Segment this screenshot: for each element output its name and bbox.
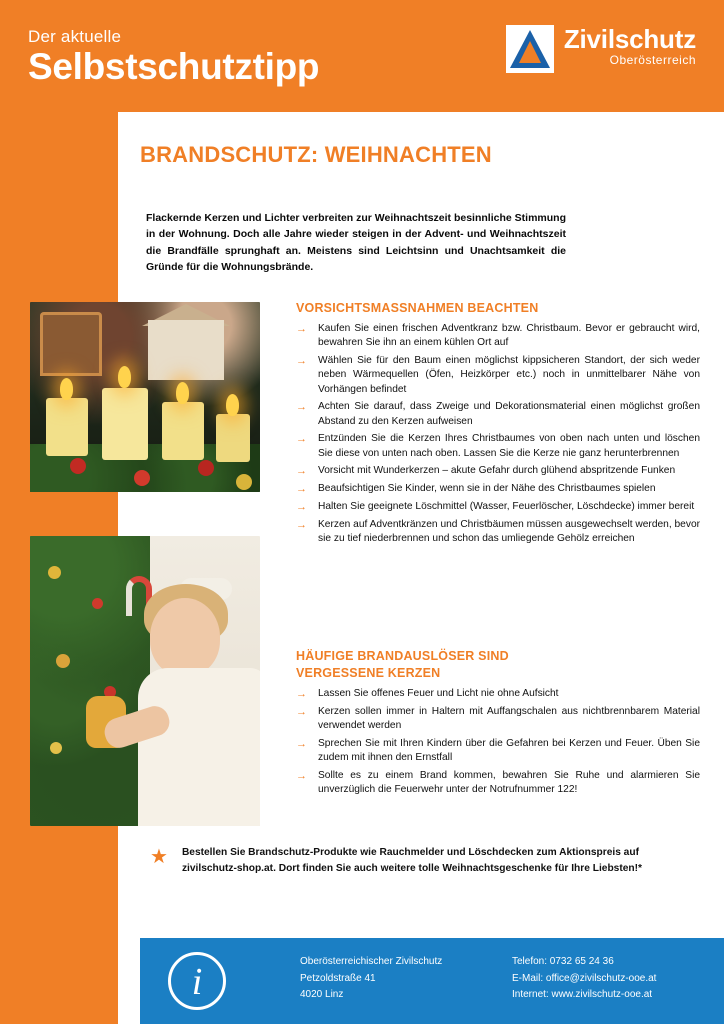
arrow-right-icon: → xyxy=(296,354,307,367)
flame-icon xyxy=(176,382,189,404)
ornament-shape xyxy=(198,460,214,476)
section-haeufige-brandausloeser xyxy=(296,648,700,801)
ornament-shape xyxy=(56,654,70,668)
arrow-right-icon: → xyxy=(296,705,307,718)
list-item-text: Achten Sie darauf, dass Zweige und Dekorationsmaterial einen möglichst großen Abstand zu den Kerzen aufweisen xyxy=(318,401,700,427)
logo-triangle-orange-icon xyxy=(519,41,541,63)
ornament-shape xyxy=(70,458,86,474)
list-item-text: Kerzen auf Adventkränzen und Christbäumen müssen ausgewechselt werden, bevor sie zu tief niederbrennen und schon das umliegende Gehölz erreichen xyxy=(318,518,700,545)
footer-city: 4020 Linz xyxy=(300,989,344,1000)
arrow-right-icon: → xyxy=(296,737,307,750)
arrow-right-icon: → xyxy=(296,769,307,782)
section-heading-line-2: VERGESSENE KERZEN xyxy=(296,665,441,680)
list-item xyxy=(296,464,700,479)
promo-banner xyxy=(150,845,698,877)
list-item xyxy=(296,432,700,461)
document-title: BRANDSCHUTZ: WEIHNACHTEN xyxy=(140,142,492,167)
flame-icon xyxy=(118,366,131,388)
arrow-right-icon: → xyxy=(296,322,307,335)
photo-advent-candles xyxy=(30,302,260,492)
child-face-shape xyxy=(150,598,220,676)
ornament-shape xyxy=(236,474,252,490)
list-item-text: Kaufen Sie einen frischen Adventkranz bzw. Christbaum. Bevor er gebraucht wird, bewahren Sie ihn an einem kühlen Ort auf xyxy=(318,322,700,349)
list-item xyxy=(296,500,700,515)
logo-name: Zivilschutz xyxy=(563,24,696,54)
list-item xyxy=(296,482,700,497)
arrow-right-icon: → xyxy=(296,465,307,478)
flame-icon xyxy=(226,394,239,416)
photo-child-christmas-tree xyxy=(30,536,260,826)
list-item-text: Wählen Sie für den Baum einen möglichst kippsicheren Standort, der sich weder neben Wärmequellen (Öfen, Heizkörper etc.) noch in unmittelbarer Nähe von Vorhängen befindet xyxy=(318,354,700,395)
page-header xyxy=(0,0,724,112)
list-item-text: Kerzen sollen immer in Haltern mit Auffangschalen aus nichtbrennbarem Material verwendet werden xyxy=(318,705,700,732)
arrow-right-icon: → xyxy=(296,483,307,496)
footer-website[interactable]: Internet: www.zivilschutz-ooe.at xyxy=(512,989,653,1000)
info-icon: i xyxy=(168,952,226,1010)
list-item xyxy=(296,737,700,766)
arrow-right-icon: → xyxy=(296,687,307,700)
footer-phone: Telefon: 0732 65 24 36 xyxy=(512,956,614,967)
star-icon: ★ xyxy=(150,846,168,868)
list-item-text: Sprechen Sie mit Ihren Kindern über die Gefahren bei Kerzen und Feuer. Üben Sie zudem mit ihnen den Ernstfall xyxy=(318,737,700,764)
list-item xyxy=(296,322,700,351)
list-item-text: Beaufsichtigen Sie Kinder, wenn sie in der Nähe des Christbaumes spielen xyxy=(318,483,656,495)
page-title: Selbstschutztipp xyxy=(28,46,320,87)
ornament-shape xyxy=(134,470,150,486)
logo-triangle-icon xyxy=(506,25,554,73)
candle-shape xyxy=(216,414,250,462)
candle-shape xyxy=(162,402,204,460)
footer-street: Petzoldstraße 41 xyxy=(300,972,376,984)
list-item-text: Vorsicht mit Wunderkerzen – akute Gefahr durch glühend abspritzende Funken xyxy=(318,465,676,477)
list-item xyxy=(296,400,700,429)
footer-address-column xyxy=(300,954,442,1004)
list-item-text: Halten Sie geeignete Löschmittel (Wasser, Feuerlöscher, Löschdecke) immer bereit xyxy=(318,500,695,512)
ornament-shape xyxy=(50,742,62,754)
candle-shape xyxy=(46,398,88,456)
section-vorsichtsmassnahmen xyxy=(296,300,700,550)
child-body-shape xyxy=(138,668,260,826)
gingerbread-cookie-shape xyxy=(40,312,102,376)
logo-text xyxy=(564,25,696,67)
ornament-shape xyxy=(48,566,61,579)
list-item xyxy=(296,687,700,702)
section-list xyxy=(296,322,700,547)
header-kicker: Der aktuelle xyxy=(28,27,122,46)
flame-icon xyxy=(60,378,73,400)
footer-org: Oberösterreichischer Zivilschutz xyxy=(300,956,443,967)
section-heading: VORSICHTSMASSNAHMEN BEACHTEN xyxy=(296,301,539,315)
intro-paragraph: Flackernde Kerzen und Lichter verbreiten zur Weihnachtszeit besinnliche Stimmung in der Wohnung. Doch alle Jahre wieder steigen in der Advent- und Weihnachtszeit die Brandfälle sprunghaft an. Meistens sind Leichtsinn und Unachtsamkeit die Gründe für die Wohnungsbrände. xyxy=(146,212,566,273)
arrow-right-icon: → xyxy=(296,500,307,513)
section-list xyxy=(296,687,700,798)
list-item-text: Sollte es zu einem Brand kommen, bewahren Sie Ruhe und alarmieren Sie unverzüglich die Feuerwehr unter der Notrufnummer 122! xyxy=(318,769,700,796)
candle-shape xyxy=(102,388,148,460)
page-footer xyxy=(140,938,724,1024)
list-item-text: Entzünden Sie die Kerzen Ihres Christbaumes von oben nach unten und löschen Sie diese von unten nach oben. Lassen Sie die Kerze nie ganz herunterbrennen xyxy=(318,433,700,459)
list-item-text: Lassen Sie offenes Feuer und Licht nie ohne Aufsicht xyxy=(318,687,559,699)
arrow-right-icon: → xyxy=(296,433,307,446)
section-heading-line-1: HÄUFIGE BRANDAUSLÖSER SIND xyxy=(296,649,509,663)
list-item xyxy=(296,705,700,734)
list-item xyxy=(296,354,700,397)
logo-subtitle: Oberösterreich xyxy=(609,53,696,68)
arrow-right-icon: → xyxy=(296,401,307,414)
footer-email[interactable]: E-Mail: office@zivilschutz-ooe.at xyxy=(512,972,657,984)
promo-text: Bestellen Sie Brandschutz-Produkte wie Rauchmelder und Löschdecken zum Aktionspreis auf zivilschutz-shop.at. Dort finden Sie auch weitere tolle Weihnachtsgeschenke für Ihre Liebsten!* xyxy=(181,847,642,874)
zivilschutz-logo xyxy=(506,25,696,73)
gingerbread-house-shape xyxy=(148,320,224,380)
ornament-shape xyxy=(92,598,103,609)
arrow-right-icon: → xyxy=(296,518,307,531)
list-item xyxy=(296,769,700,798)
list-item xyxy=(296,518,700,547)
footer-contact-column xyxy=(512,954,656,1004)
